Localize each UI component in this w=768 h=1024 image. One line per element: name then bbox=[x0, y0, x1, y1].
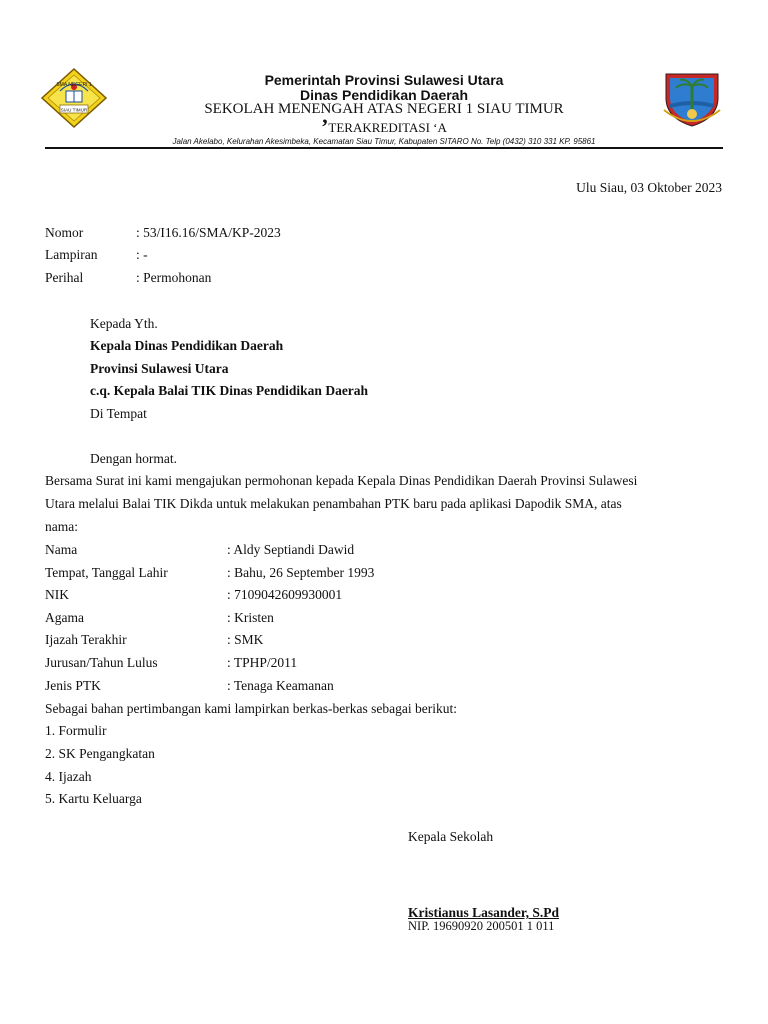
person-label-nama: Nama bbox=[45, 542, 78, 557]
person-value-nik: : 7109042609930001 bbox=[227, 587, 343, 602]
logo-text-top: SMA NEGERI 1 bbox=[56, 82, 92, 88]
attachments-intro: Sebagai bahan pertimbangan kami lampirkan berkas-berkas sebagai berikut: bbox=[45, 701, 457, 716]
attachment-item: 4. Ijazah bbox=[45, 769, 92, 784]
letterhead-divider bbox=[45, 147, 723, 149]
meta-label-perihal: Perihal bbox=[45, 270, 84, 285]
person-value-agama: : Kristen bbox=[227, 610, 274, 625]
person-label-ijazah: Ijazah Terakhir bbox=[45, 632, 127, 647]
signatory-nip: NIP. 19690920 200501 1 011 bbox=[408, 919, 555, 933]
recipient-line-1: Kepala Dinas Pendidikan Daerah bbox=[90, 338, 284, 353]
person-label-agama: Agama bbox=[45, 610, 84, 625]
body-line-3: nama: bbox=[45, 519, 78, 534]
accreditation-text: TERAKREDITASI ‘A bbox=[328, 120, 447, 135]
person-label-ttl: Tempat, Tanggal Lahir bbox=[45, 565, 168, 580]
person-value-jenis-ptk: : Tenaga Keamanan bbox=[227, 678, 334, 693]
recipient-greeting: Kepada Yth. bbox=[90, 316, 158, 331]
body-line-1: Bersama Surat ini kami mengajukan permohonan kepada Kepala Dinas Pendidikan Daerah Provinsi Sulawesi bbox=[45, 473, 638, 488]
header-school-name: SEKOLAH MENENGAH ATAS NEGERI 1 SIAU TIMUR bbox=[204, 101, 564, 117]
letter-date: Ulu Siau, 03 Oktober 2023 bbox=[576, 180, 722, 195]
attachment-item: 5. Kartu Keluarga bbox=[45, 791, 142, 806]
person-value-ttl: : Bahu, 26 September 1993 bbox=[227, 565, 375, 580]
attachment-item: 1. Formulir bbox=[45, 723, 107, 738]
body-line-2: Utara melalui Balai TIK Dikda untuk melakukan penambahan PTK baru pada aplikasi Dapodik SMA, atas bbox=[45, 496, 622, 511]
recipient-line-4: Di Tempat bbox=[90, 406, 147, 421]
person-label-jenis-ptk: Jenis PTK bbox=[45, 678, 101, 693]
person-value-ijazah: : SMK bbox=[227, 632, 264, 647]
accreditation-mark: ’ bbox=[321, 114, 329, 139]
salutation: Dengan hormat. bbox=[90, 451, 177, 466]
header-agency: Dinas Pendidikan Daerah bbox=[299, 87, 469, 103]
recipient-line-3: c.q. Kepala Balai TIK Dinas Pendidikan Daerah bbox=[90, 383, 369, 398]
person-label-jurusan: Jurusan/Tahun Lulus bbox=[45, 655, 158, 670]
signatory-name: Kristianus Lasander, S.Pd bbox=[408, 905, 560, 920]
person-value-nama: : Aldy Septiandi Dawid bbox=[227, 542, 355, 557]
header-address: Jalan Akelabo, Kelurahan Akesimbeka, Kecamatan Siau Timur, Kabupaten SITARO No. Telp (0432) 310 331 KP. 95861 bbox=[172, 137, 596, 146]
logo-text-bottom: SIAU TIMUR bbox=[60, 107, 88, 113]
recipient-line-2: Provinsi Sulawesi Utara bbox=[90, 361, 229, 376]
meta-value-nomor: : 53/I16.16/SMA/KP-2023 bbox=[136, 225, 281, 240]
meta-value-perihal: : Permohonan bbox=[136, 270, 212, 285]
meta-label-nomor: Nomor bbox=[45, 225, 84, 240]
attachment-item: 2. SK Pengangkatan bbox=[45, 746, 155, 761]
person-value-jurusan: : TPHP/2011 bbox=[227, 655, 298, 670]
header-government: Pemerintah Provinsi Sulawesi Utara bbox=[264, 72, 504, 88]
meta-label-lampiran: Lampiran bbox=[45, 247, 98, 262]
meta-value-lampiran: : - bbox=[136, 247, 148, 262]
person-label-nik: NIK bbox=[45, 587, 69, 602]
signature-title: Kepala Sekolah bbox=[408, 829, 494, 844]
